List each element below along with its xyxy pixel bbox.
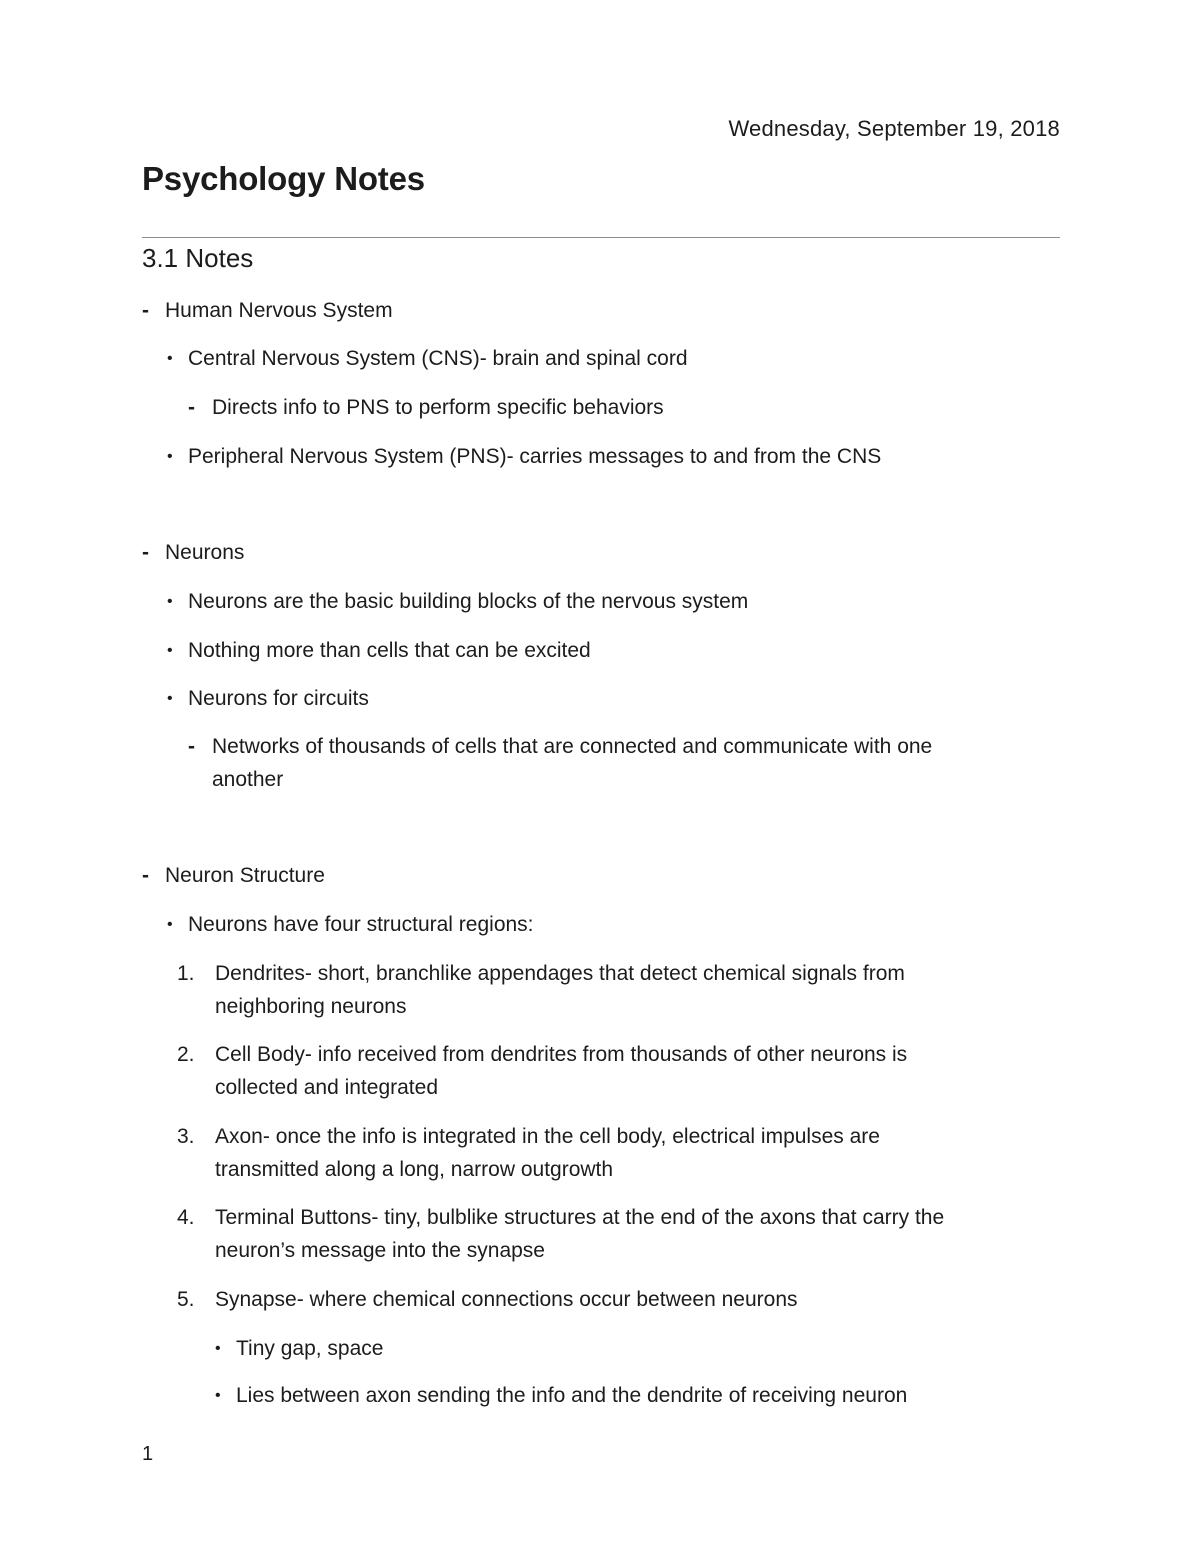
list-item: Peripheral Nervous System (PNS)- carries messages to and from the CNS <box>188 445 882 468</box>
list-item: Nothing more than cells that can be excited <box>188 639 591 662</box>
bullet-marker: • <box>167 916 173 933</box>
list-item: Central Nervous System (CNS)- brain and spinal cord <box>188 347 688 370</box>
list-number: 3. <box>177 1125 195 1148</box>
numbered-item: Synapse- where chemical connections occur between neurons <box>215 1288 798 1311</box>
numbered-item: Terminal Buttons- tiny, bulblike structures at the end of the axons that carry the <box>215 1206 945 1229</box>
bullet-marker: • <box>167 448 173 465</box>
document-title: Psychology Notes <box>142 160 425 197</box>
list-number: 5. <box>177 1288 195 1311</box>
numbered-item: Axon- once the info is integrated in the cell body, electrical impulses are <box>215 1125 880 1148</box>
document-date: Wednesday, September 19, 2018 <box>728 116 1060 141</box>
bullet-marker: • <box>215 1387 221 1404</box>
dash-marker: - <box>188 396 195 419</box>
list-item: Directs info to PNS to perform specific behaviors <box>212 396 664 419</box>
list-item: Neurons are the basic building blocks of the nervous system <box>188 590 749 613</box>
topic-heading: Neuron Structure <box>165 864 325 887</box>
list-item-continuation: another <box>212 768 284 791</box>
numbered-item-continuation: neighboring neurons <box>215 995 407 1018</box>
list-number: 1. <box>177 962 195 985</box>
numbered-item: Dendrites- short, branchlike appendages that detect chemical signals from <box>215 962 905 985</box>
numbered-item-continuation: neuron’s message into the synapse <box>215 1239 545 1262</box>
list-item: Lies between axon sending the info and the dendrite of receiving neuron <box>236 1384 908 1407</box>
page-number: 1 <box>142 1443 154 1465</box>
list-item: Tiny gap, space <box>236 1337 384 1360</box>
numbered-item: Cell Body- info received from dendrites from thousands of other neurons is <box>215 1043 908 1066</box>
list-number: 2. <box>177 1043 195 1066</box>
numbered-item-continuation: transmitted along a long, narrow outgrowth <box>215 1158 614 1181</box>
dash-marker: - <box>188 735 195 758</box>
topic-heading: Human Nervous System <box>165 299 393 322</box>
bullet-marker: • <box>167 690 173 707</box>
bullet-marker: • <box>167 350 173 367</box>
list-item: Networks of thousands of cells that are connected and communicate with one <box>212 735 933 758</box>
bullet-marker: • <box>215 1340 221 1357</box>
numbered-item-continuation: collected and integrated <box>215 1076 438 1099</box>
topic-heading: Neurons <box>165 541 245 564</box>
bullet-marker: • <box>167 593 173 610</box>
dash-marker: - <box>142 864 149 887</box>
bullet-marker: • <box>167 642 173 659</box>
dash-marker: - <box>142 299 149 322</box>
title-divider <box>142 237 1060 238</box>
section-heading: 3.1 Notes <box>142 243 254 273</box>
list-number: 4. <box>177 1206 195 1229</box>
list-item: Neurons for circuits <box>188 687 369 710</box>
dash-marker: - <box>142 541 149 564</box>
list-item: Neurons have four structural regions: <box>188 913 534 936</box>
